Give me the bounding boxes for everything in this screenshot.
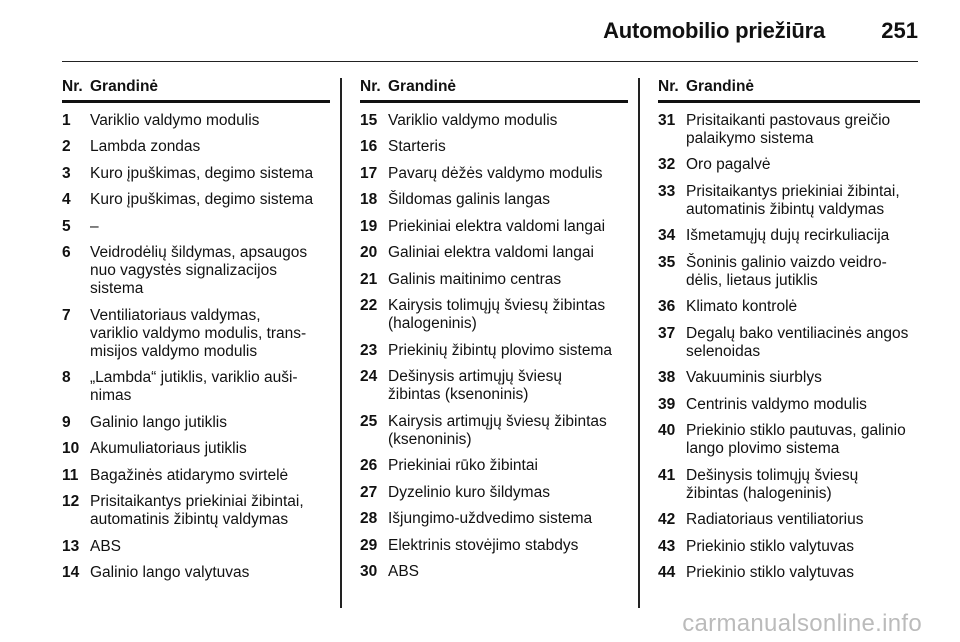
- table-row: [62, 218, 330, 236]
- table-header: [658, 78, 920, 103]
- table-row: [62, 244, 330, 298]
- table-row: [360, 510, 628, 528]
- table-row: [360, 484, 628, 502]
- circuit-name: Variklio valdymo modulis: [388, 111, 558, 129]
- circuit-name: Dyzelinio kuro šildymas: [388, 483, 550, 501]
- table-row: [62, 307, 330, 361]
- circuit-name: Elektrinis stovėjimo stabdys: [388, 536, 579, 554]
- table-row: [658, 511, 920, 529]
- circuit-name: Bagažinės atidarymo svirtelė: [90, 466, 289, 484]
- column-divider: [340, 78, 342, 608]
- circuit-name: Radiatoriaus ventiliatorius: [686, 511, 864, 528]
- fuse-number: 30: [360, 563, 378, 580]
- circuit-name: Šildomas galinis langas: [388, 191, 550, 208]
- circuit-name: Variklio valdymo modulis: [90, 111, 260, 129]
- fuse-number: 21: [360, 270, 378, 288]
- fuse-number: 41: [658, 466, 676, 484]
- circuit-name: Veidrodėlių šildymas, apsaugos nuo vagystės signalizacijos sistema: [90, 244, 308, 297]
- fuse-number: 6: [62, 244, 71, 261]
- fuse-number: 12: [62, 493, 80, 510]
- fuse-number: 9: [62, 413, 71, 431]
- fuse-number: 35: [658, 253, 676, 271]
- circuit-name: Oro pagalvė: [686, 156, 771, 173]
- table-row: [360, 138, 628, 156]
- circuit-name: Ventiliatoriaus valdymas, variklio valdymo modulis, trans- misijos valdymo modulis: [90, 306, 307, 360]
- fuse-number: 23: [360, 341, 378, 359]
- table-row: [658, 467, 920, 503]
- circuit-name: Klimato kontrolė: [686, 298, 798, 315]
- table-row: [360, 112, 628, 130]
- circuit-name: Priekiniai elektra valdomi langai: [388, 217, 606, 235]
- table-row: [62, 191, 330, 209]
- table-row: [360, 563, 628, 581]
- circuit-name: Prisitaikantys priekiniai žibintai, automatinis žibintų valdymas: [90, 493, 304, 528]
- fuse-number: 39: [658, 395, 676, 413]
- circuit-name: Galiniai elektra valdomi langai: [388, 244, 594, 261]
- table-row: [360, 342, 628, 360]
- fuse-table-column-2: [360, 78, 628, 581]
- table-row: [360, 165, 628, 183]
- table-row: [62, 414, 330, 432]
- table-row: [658, 422, 920, 458]
- circuit-name: –: [90, 217, 99, 235]
- page-number: 251: [881, 18, 918, 43]
- table-row: [62, 112, 330, 130]
- circuit-name: Kairysis tolimųjų šviesų žibintas (halogeninis): [388, 297, 606, 332]
- circuit-name: Priekinio stiklo valytuvas: [686, 537, 854, 555]
- table-row: [360, 191, 628, 209]
- table-row: [658, 227, 920, 245]
- header-circuit: Grandinė: [686, 78, 755, 95]
- circuit-name: Galinis maitinimo centras: [388, 270, 562, 288]
- fuse-number: 33: [658, 182, 676, 200]
- fuse-number: 22: [360, 297, 378, 314]
- fuse-number: 36: [658, 298, 676, 315]
- fuse-number: 13: [62, 537, 80, 555]
- header-nr: Nr.: [360, 78, 381, 95]
- header-nr: Nr.: [658, 78, 679, 95]
- circuit-name: Priekinio stiklo valytuvas: [686, 564, 854, 581]
- header-circuit: Grandinė: [90, 78, 159, 95]
- circuit-name: Pavarų dėžės valdymo modulis: [388, 164, 603, 182]
- fuse-table-column-3: [658, 78, 920, 582]
- circuit-name: ABS: [90, 537, 122, 555]
- circuit-name: Vakuuminis siurblys: [686, 369, 822, 386]
- fuse-number: 44: [658, 564, 676, 581]
- fuse-number: 10: [62, 440, 80, 457]
- fuse-number: 1: [62, 111, 71, 129]
- fuse-number: 19: [360, 217, 378, 235]
- circuit-name: Prisitaikanti pastovaus greičio palaikymo sistema: [686, 111, 891, 147]
- page-header: [62, 0, 918, 62]
- table-row: [360, 271, 628, 289]
- fuse-number: 42: [658, 511, 676, 528]
- table-row: [658, 369, 920, 387]
- fuse-number: 17: [360, 164, 378, 182]
- table-row: [658, 183, 920, 219]
- table-row: [62, 440, 330, 458]
- circuit-name: Kuro įpuškimas, degimo sistema: [90, 191, 314, 208]
- circuit-name: Galinio lango valytuvas: [90, 564, 250, 581]
- circuit-name: Priekiniai rūko žibintai: [388, 457, 538, 474]
- circuit-name: ABS: [388, 563, 420, 580]
- fuse-number: 29: [360, 536, 378, 554]
- fuse-number: 24: [360, 368, 378, 385]
- circuit-name: Akumuliatoriaus jutiklis: [90, 440, 247, 457]
- table-row: [658, 156, 920, 174]
- fuse-number: 32: [658, 156, 676, 173]
- table-row: [62, 165, 330, 183]
- fuse-number: 11: [62, 466, 79, 484]
- table-row: [62, 564, 330, 582]
- fuse-number: 25: [360, 412, 378, 430]
- circuit-name: Išjungimo-uždvedimo sistema: [388, 510, 593, 527]
- column-divider: [638, 78, 640, 608]
- fuse-number: 16: [360, 138, 378, 155]
- circuit-name: Priekinių žibintų plovimo sistema: [388, 341, 612, 359]
- fuse-number: 40: [658, 422, 676, 439]
- circuit-name: Kuro įpuškimas, degimo sistema: [90, 164, 314, 182]
- fuse-number: 27: [360, 483, 378, 501]
- header-nr: Nr.: [62, 78, 83, 95]
- fuse-table-column-1: [62, 78, 330, 582]
- watermark-text: carmanualsonline.info: [682, 610, 922, 637]
- table-row: [62, 493, 330, 529]
- table-row: [658, 254, 920, 290]
- table-row: [62, 538, 330, 556]
- fuse-number: 8: [62, 369, 71, 386]
- circuit-name: Prisitaikantys priekiniai žibintai, automatinis žibintų valdymas: [686, 182, 900, 218]
- fuse-number: 26: [360, 457, 378, 474]
- circuit-name: Lambda zondas: [90, 138, 201, 155]
- circuit-name: Starteris: [388, 138, 446, 155]
- table-header: [360, 78, 628, 103]
- circuit-name: Dešinysis tolimųjų šviesų žibintas (halogeninis): [686, 466, 859, 502]
- table-header: [62, 78, 330, 103]
- circuit-name: Galinio lango jutiklis: [90, 413, 227, 431]
- table-row: [658, 538, 920, 556]
- table-row: [360, 368, 628, 404]
- circuit-name: Kairysis artimųjų šviesų žibintas (ksenoninis): [388, 412, 607, 448]
- table-row: [658, 564, 920, 582]
- table-row: [360, 457, 628, 475]
- table-row: [658, 112, 920, 148]
- table-row: [62, 369, 330, 405]
- fuse-number: 4: [62, 191, 71, 208]
- circuit-name: Šoninis galinio vaizdo veidro- dėlis, lietaus jutiklis: [686, 253, 887, 289]
- circuit-name: Išmetamųjų dujų recirkuliacija: [686, 227, 890, 244]
- fuse-number: 38: [658, 369, 676, 386]
- fuse-number: 18: [360, 191, 378, 208]
- table-row: [360, 218, 628, 236]
- table-row: [62, 138, 330, 156]
- fuse-number: 37: [658, 324, 676, 342]
- fuse-number: 43: [658, 537, 676, 555]
- fuse-number: 5: [62, 217, 71, 235]
- table-row: [360, 244, 628, 262]
- fuse-number: 28: [360, 510, 378, 527]
- table-row: [658, 298, 920, 316]
- table-row: [62, 467, 330, 485]
- fuse-number: 20: [360, 244, 378, 261]
- circuit-name: Degalų bako ventiliacinės angos selenoidas: [686, 324, 909, 360]
- page-title: Automobilio priežiūra: [603, 18, 825, 43]
- circuit-name: Dešinysis artimųjų šviesų žibintas (ksenoninis): [388, 368, 562, 403]
- table-row: [658, 325, 920, 361]
- fuse-number: 7: [62, 306, 71, 324]
- fuse-number: 3: [62, 164, 71, 182]
- circuit-name: „Lambda“ jutiklis, variklio auši- nimas: [90, 369, 298, 404]
- table-row: [360, 537, 628, 555]
- fuse-number: 2: [62, 138, 71, 155]
- fuse-number: 14: [62, 564, 80, 581]
- fuse-number: 34: [658, 227, 676, 244]
- header-circuit: Grandinė: [388, 78, 457, 95]
- circuit-name: Priekinio stiklo pautuvas, galinio lango plovimo sistema: [686, 422, 906, 457]
- fuse-number: 31: [658, 111, 676, 129]
- table-row: [658, 396, 920, 414]
- table-row: [360, 297, 628, 333]
- circuit-name: Centrinis valdymo modulis: [686, 395, 867, 413]
- fuse-number: 15: [360, 111, 378, 129]
- table-row: [360, 413, 628, 449]
